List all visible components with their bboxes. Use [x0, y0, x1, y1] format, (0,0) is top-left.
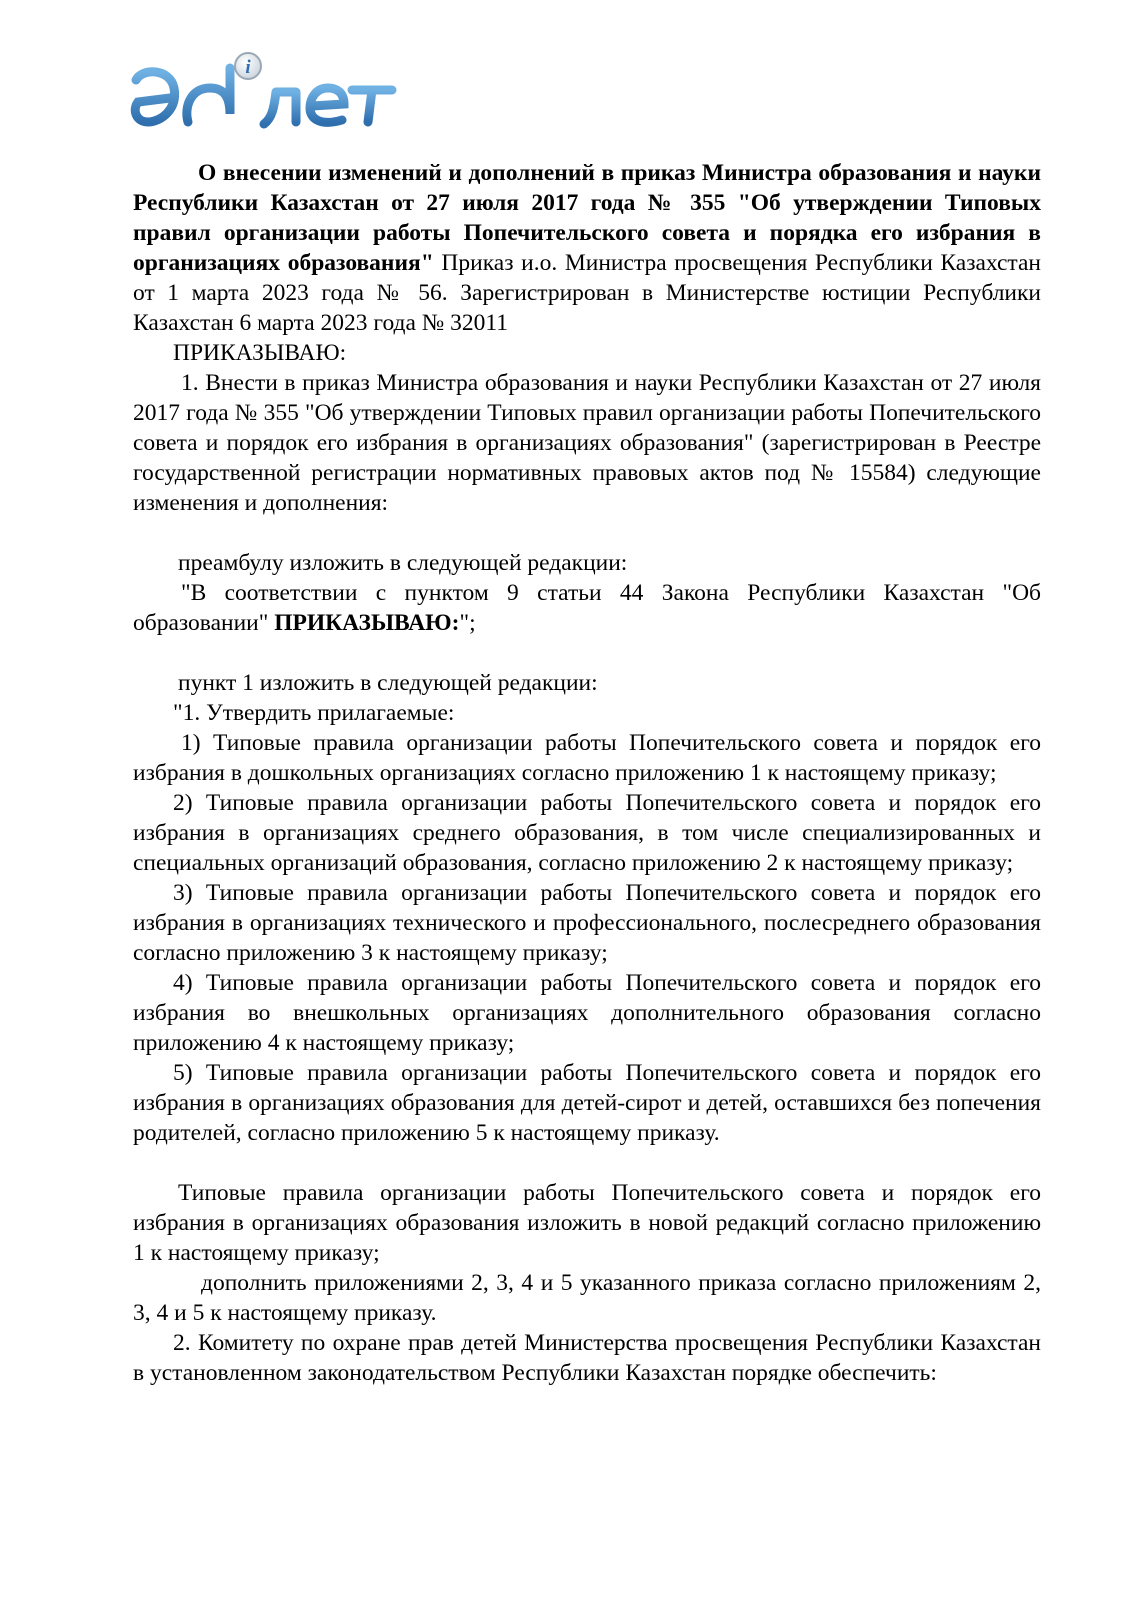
preamble-intro: преамбулу изложить в следующей редакции:	[178, 550, 628, 576]
preamble-text	[133, 578, 1041, 638]
title-bold-text: О внесении изменений и дополнений в приказ Министра образования и науки Республики Казахстан от 27 июля 2017 года № 355 "Об утверждении Типовых правил организации работы Попечительского совета и порядка его избрания в организациях образования"	[133, 160, 1041, 276]
sub-item-3: 3) Типовые правила организации работы Попечительского совета и порядок его избрания в организациях технического и профессионального, послесреднего образования согласно приложению 3 к настоящему приказу;	[133, 880, 1041, 966]
sub-item-2: 2) Типовые правила организации работы Попечительского совета и порядок его избрания в организациях среднего образования, в том числе специализированных и специальных организаций образования, согласно приложению 2 к настоящему приказу;	[133, 790, 1041, 876]
svg-text:i: i	[245, 57, 251, 78]
sub-item-1: 1) Типовые правила организации работы Попечительского совета и порядок его избрания в дошкольных организациях согласно приложению 1 к настоящему приказу;	[133, 730, 1041, 786]
document-body	[133, 158, 1041, 1388]
paragraph-item-1: 1. Внести в приказ Министра образования и науки Республики Казахстан от 27 июля 2017 года № 355 "Об утверждении Типовых правил организации работы Попечительского совета и порядок его избрания в организациях образования" (зарегистрирован в Реестре государственной регистрации нормативных правовых актов под № 15584) следующие изменения и дополнения:	[133, 370, 1041, 516]
approve-line: "1. Утвердить прилагаемые:	[173, 700, 455, 726]
preamble-text-end: ";	[459, 610, 476, 636]
preamble-text-main: "В соответствии с пунктом 9 статьи 44 Закона Республики Казахстан "Об образовании"	[133, 580, 1041, 636]
paragraph-item-2: 2. Комитету по охране прав детей Министерства просвещения Республики Казахстан в установленном законодательством Республики Казахстан порядке обеспечить:	[133, 1330, 1041, 1386]
spacer	[133, 638, 1041, 668]
rules-new-edition: Типовые правила организации работы Попечительского совета и порядок его избрания в организациях образования изложить в новой редакций согласно приложению 1 к настоящему приказу;	[133, 1180, 1041, 1266]
spacer	[133, 1148, 1041, 1178]
preamble-text-bold: ПРИКАЗЫВАЮ:	[274, 610, 460, 636]
document-title	[133, 158, 1041, 338]
order-keyword: ПРИКАЗЫВАЮ:	[173, 340, 347, 366]
point-1-intro: пункт 1 изложить в следующей редакции:	[178, 670, 598, 696]
sub-item-4: 4) Типовые правила организации работы Попечительского совета и порядок его избрания во внешкольных организациях дополнительного образования согласно приложению 4 к настоящему приказу;	[133, 970, 1041, 1056]
spacer	[133, 518, 1041, 548]
sub-item-5: 5) Типовые правила организации работы Попечительского совета и порядок его избрания в организациях образования для детей-сирот и детей, оставшихся без попечения родителей, согласно приложению 5 к настоящему приказу.	[133, 1060, 1041, 1146]
title-rest-text: Приказ и.о. Министра просвещения Республики Казахстан от 1 марта 2023 года № 56. Зарегистрирован в Министерстве юстиции Республики Казахстан 6 марта 2023 года № 32011	[133, 250, 1041, 336]
supplement-line: дополнить приложениями 2, 3, 4 и 5 указанного приказа согласно приложениям 2, 3, 4 и 5 к настоящему приказу.	[133, 1270, 1041, 1326]
adilet-logo-graphic	[130, 48, 400, 133]
adilet-logo	[130, 48, 400, 133]
